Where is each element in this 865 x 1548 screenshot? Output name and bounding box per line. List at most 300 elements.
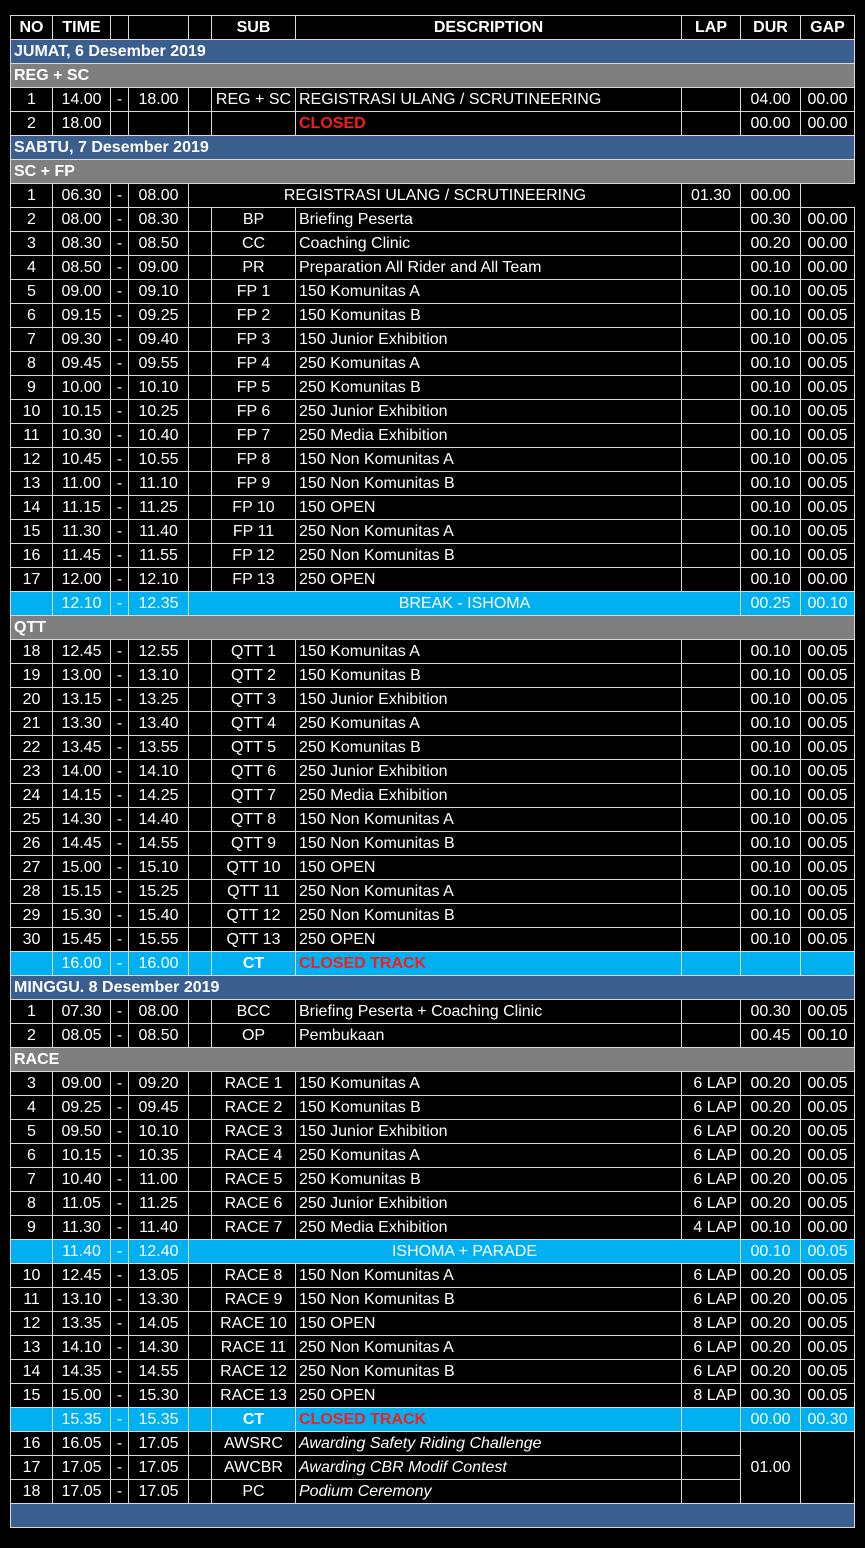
end-time: 15.35 bbox=[129, 1408, 189, 1432]
event-description: 150 Junior Exhibition bbox=[296, 328, 682, 352]
start-time: 09.00 bbox=[53, 280, 111, 304]
event-description: REGISTRASI ULANG / SCRUTINEERING bbox=[296, 88, 682, 112]
event-row bbox=[11, 328, 855, 352]
event-description: 150 Komunitas B bbox=[296, 1096, 682, 1120]
lap-count bbox=[682, 280, 741, 304]
blank-cell bbox=[189, 640, 212, 664]
blank-cell bbox=[189, 472, 212, 496]
gap: 00.05 bbox=[801, 1168, 855, 1192]
event-description: CLOSED TRACK bbox=[296, 1408, 682, 1432]
time-dash: - bbox=[111, 736, 129, 760]
gap: 00.10 bbox=[801, 1024, 855, 1048]
end-time: 15.10 bbox=[129, 856, 189, 880]
row-number: 1 bbox=[11, 88, 53, 112]
gap: 00.05 bbox=[801, 808, 855, 832]
end-time: 11.40 bbox=[129, 520, 189, 544]
sub-code: FP 6 bbox=[212, 400, 296, 424]
lap-count bbox=[682, 856, 741, 880]
event-description: 250 Non Komunitas B bbox=[296, 544, 682, 568]
start-time: 11.45 bbox=[53, 544, 111, 568]
gap: 00.05 bbox=[801, 472, 855, 496]
lap-count: 6 LAP bbox=[682, 1096, 741, 1120]
event-row bbox=[11, 88, 855, 112]
time-dash: - bbox=[111, 1312, 129, 1336]
event-row bbox=[11, 1024, 855, 1048]
time-dash: - bbox=[111, 784, 129, 808]
sub-code: QTT 5 bbox=[212, 736, 296, 760]
duration: 00.10 bbox=[741, 808, 801, 832]
sub-code: QTT 13 bbox=[212, 928, 296, 952]
lap-count: 8 LAP bbox=[682, 1384, 741, 1408]
duration: 00.10 bbox=[741, 544, 801, 568]
row-number: 25 bbox=[11, 808, 53, 832]
sub-code: FP 4 bbox=[212, 352, 296, 376]
event-row bbox=[11, 1336, 855, 1360]
event-row bbox=[11, 1384, 855, 1408]
duration: 00.10 bbox=[741, 496, 801, 520]
event-row bbox=[11, 1168, 855, 1192]
gap: 00.05 bbox=[801, 640, 855, 664]
duration: 00.20 bbox=[741, 1072, 801, 1096]
start-time: 14.35 bbox=[53, 1360, 111, 1384]
blank-cell bbox=[189, 1216, 212, 1240]
gap: 00.05 bbox=[801, 664, 855, 688]
blank-cell bbox=[189, 1192, 212, 1216]
time-dash: - bbox=[111, 400, 129, 424]
start-time: 14.10 bbox=[53, 1336, 111, 1360]
event-description: 250 Komunitas A bbox=[296, 1144, 682, 1168]
gap: 00.05 bbox=[801, 1144, 855, 1168]
start-time: 10.40 bbox=[53, 1168, 111, 1192]
sub-code: FP 11 bbox=[212, 520, 296, 544]
start-time: 12.45 bbox=[53, 640, 111, 664]
time-dash: - bbox=[111, 1264, 129, 1288]
sub-code: QTT 11 bbox=[212, 880, 296, 904]
blank-cell bbox=[189, 1168, 212, 1192]
time-dash: - bbox=[111, 1456, 129, 1480]
row-number bbox=[11, 952, 53, 976]
header-blank bbox=[189, 16, 212, 40]
event-row bbox=[11, 568, 855, 592]
time-dash: - bbox=[111, 280, 129, 304]
end-time: 09.00 bbox=[129, 256, 189, 280]
sub-code: PC bbox=[212, 1480, 296, 1504]
duration: 00.30 bbox=[741, 1000, 801, 1024]
event-description: 250 Junior Exhibition bbox=[296, 1192, 682, 1216]
time-dash: - bbox=[111, 352, 129, 376]
lap-count bbox=[682, 1432, 741, 1456]
row-number: 21 bbox=[11, 712, 53, 736]
duration: 01.00 bbox=[741, 1432, 801, 1504]
end-time: 14.10 bbox=[129, 760, 189, 784]
event-row bbox=[11, 280, 855, 304]
time-dash: - bbox=[111, 256, 129, 280]
end-time: 17.05 bbox=[129, 1456, 189, 1480]
event-description: 150 Komunitas B bbox=[296, 304, 682, 328]
sub-code: RACE 12 bbox=[212, 1360, 296, 1384]
time-dash: - bbox=[111, 232, 129, 256]
start-time: 08.50 bbox=[53, 256, 111, 280]
event-description: Awarding Safety Riding Challenge bbox=[296, 1432, 682, 1456]
row-number: 13 bbox=[11, 1336, 53, 1360]
blank-cell bbox=[189, 1384, 212, 1408]
event-row bbox=[11, 808, 855, 832]
gap: 00.05 bbox=[801, 1096, 855, 1120]
break-row bbox=[11, 592, 855, 616]
time-dash: - bbox=[111, 1072, 129, 1096]
sub-code: RACE 6 bbox=[212, 1192, 296, 1216]
end-time: 14.55 bbox=[129, 1360, 189, 1384]
time-dash: - bbox=[111, 496, 129, 520]
gap: 00.05 bbox=[801, 352, 855, 376]
lap-count: 6 LAP bbox=[682, 1168, 741, 1192]
end-time: 13.40 bbox=[129, 712, 189, 736]
sub-code: QTT 4 bbox=[212, 712, 296, 736]
event-row bbox=[11, 376, 855, 400]
blank-cell bbox=[189, 424, 212, 448]
blank-cell bbox=[189, 88, 212, 112]
event-description: 150 Non Komunitas A bbox=[296, 808, 682, 832]
start-time: 15.45 bbox=[53, 928, 111, 952]
end-time: 08.50 bbox=[129, 232, 189, 256]
gap: 00.00 bbox=[801, 112, 855, 136]
sub-code: FP 3 bbox=[212, 328, 296, 352]
duration: 00.10 bbox=[741, 352, 801, 376]
row-number: 6 bbox=[11, 304, 53, 328]
start-time: 08.05 bbox=[53, 1024, 111, 1048]
time-dash: - bbox=[111, 1432, 129, 1456]
lap-count bbox=[682, 928, 741, 952]
sub-code: QTT 2 bbox=[212, 664, 296, 688]
start-time: 11.15 bbox=[53, 496, 111, 520]
time-dash: - bbox=[111, 1360, 129, 1384]
start-time: 12.00 bbox=[53, 568, 111, 592]
gap: 00.05 bbox=[801, 448, 855, 472]
time-dash: - bbox=[111, 1240, 129, 1264]
event-row bbox=[11, 688, 855, 712]
lap-count: 6 LAP bbox=[682, 1192, 741, 1216]
time-dash: - bbox=[111, 952, 129, 976]
lap-count: 6 LAP bbox=[682, 1072, 741, 1096]
duration: 00.10 bbox=[741, 640, 801, 664]
sub-code: QTT 1 bbox=[212, 640, 296, 664]
duration: 00.20 bbox=[741, 1288, 801, 1312]
header-gap: GAP bbox=[801, 16, 855, 40]
event-description: 250 Komunitas B bbox=[296, 1168, 682, 1192]
start-time: 17.05 bbox=[53, 1456, 111, 1480]
time-dash: - bbox=[111, 568, 129, 592]
event-row bbox=[11, 400, 855, 424]
duration: 00.10 bbox=[741, 736, 801, 760]
row-number: 8 bbox=[11, 352, 53, 376]
gap: 00.05 bbox=[801, 544, 855, 568]
end-time: 09.25 bbox=[129, 304, 189, 328]
duration: 00.20 bbox=[741, 1264, 801, 1288]
row-number: 19 bbox=[11, 664, 53, 688]
event-description: 250 Non Komunitas B bbox=[296, 904, 682, 928]
row-number: 30 bbox=[11, 928, 53, 952]
section-title: SC + FP bbox=[11, 160, 855, 184]
lap-count bbox=[682, 712, 741, 736]
time-dash: - bbox=[111, 184, 129, 208]
blank-cell bbox=[189, 256, 212, 280]
row-number: 4 bbox=[11, 256, 53, 280]
gap: 00.05 bbox=[801, 1264, 855, 1288]
start-time: 09.25 bbox=[53, 1096, 111, 1120]
end-time: 15.55 bbox=[129, 928, 189, 952]
blank-cell bbox=[189, 1072, 212, 1096]
lap-count bbox=[682, 640, 741, 664]
event-description: Preparation All Rider and All Team bbox=[296, 256, 682, 280]
start-time: 10.15 bbox=[53, 400, 111, 424]
lap-count bbox=[682, 112, 741, 136]
sub-code: FP 7 bbox=[212, 424, 296, 448]
event-row bbox=[11, 1312, 855, 1336]
duration: 00.20 bbox=[741, 232, 801, 256]
sub-code: RACE 11 bbox=[212, 1336, 296, 1360]
start-time: 15.00 bbox=[53, 1384, 111, 1408]
end-time: 08.50 bbox=[129, 1024, 189, 1048]
start-time: 11.40 bbox=[53, 1240, 111, 1264]
header-blank bbox=[111, 16, 129, 40]
end-time: 11.10 bbox=[129, 472, 189, 496]
lap-count bbox=[682, 808, 741, 832]
duration: 00.10 bbox=[741, 880, 801, 904]
gap: 00.00 bbox=[801, 208, 855, 232]
end-time: 09.55 bbox=[129, 352, 189, 376]
start-time: 15.00 bbox=[53, 856, 111, 880]
sub-code: QTT 6 bbox=[212, 760, 296, 784]
gap: 00.05 bbox=[801, 760, 855, 784]
gap: 00.05 bbox=[801, 1192, 855, 1216]
gap: 00.05 bbox=[801, 1360, 855, 1384]
row-number: 28 bbox=[11, 880, 53, 904]
event-row bbox=[11, 544, 855, 568]
blank-cell bbox=[189, 1432, 212, 1456]
blank-cell bbox=[189, 280, 212, 304]
end-time: 17.05 bbox=[129, 1432, 189, 1456]
time-dash: - bbox=[111, 592, 129, 616]
sub-code: RACE 8 bbox=[212, 1264, 296, 1288]
gap: 00.00 bbox=[801, 232, 855, 256]
lap-count bbox=[682, 952, 741, 976]
duration: 00.20 bbox=[741, 1096, 801, 1120]
event-description: 150 Non Komunitas B bbox=[296, 472, 682, 496]
duration: 00.00 bbox=[741, 112, 801, 136]
section-header-row bbox=[11, 616, 855, 640]
lap-count: 4 LAP bbox=[682, 1216, 741, 1240]
event-description: 150 Komunitas A bbox=[296, 1072, 682, 1096]
row-number bbox=[11, 592, 53, 616]
time-dash: - bbox=[111, 832, 129, 856]
lap-count bbox=[682, 832, 741, 856]
duration: 00.10 bbox=[741, 784, 801, 808]
event-row bbox=[11, 1264, 855, 1288]
blank-cell bbox=[189, 1000, 212, 1024]
time-dash: - bbox=[111, 424, 129, 448]
duration: 00.10 bbox=[741, 328, 801, 352]
sub-code bbox=[212, 112, 296, 136]
header-dur: DUR bbox=[741, 16, 801, 40]
sub-code: PR bbox=[212, 256, 296, 280]
lap-count bbox=[682, 232, 741, 256]
break-row bbox=[11, 1408, 855, 1432]
lap-count bbox=[682, 424, 741, 448]
row-number: 5 bbox=[11, 280, 53, 304]
lap-count bbox=[682, 736, 741, 760]
sub-code: FP 13 bbox=[212, 568, 296, 592]
blank-cell bbox=[189, 784, 212, 808]
end-time: 12.40 bbox=[129, 1240, 189, 1264]
event-description: 250 Media Exhibition bbox=[296, 1216, 682, 1240]
start-time: 07.30 bbox=[53, 1000, 111, 1024]
duration: 00.20 bbox=[741, 1336, 801, 1360]
start-time: 18.00 bbox=[53, 112, 111, 136]
row-number: 12 bbox=[11, 1312, 53, 1336]
schedule-table bbox=[10, 15, 855, 1528]
row-number: 4 bbox=[11, 1096, 53, 1120]
event-description: 250 OPEN bbox=[296, 1384, 682, 1408]
duration: 00.00 bbox=[741, 1408, 801, 1432]
start-time: 13.45 bbox=[53, 736, 111, 760]
lap-count bbox=[682, 1408, 741, 1432]
duration: 01.30 bbox=[682, 184, 741, 208]
end-time: 14.40 bbox=[129, 808, 189, 832]
lap-count bbox=[682, 568, 741, 592]
time-dash: - bbox=[111, 1288, 129, 1312]
sub-code: AWCBR bbox=[212, 1456, 296, 1480]
lap-count bbox=[682, 88, 741, 112]
lap-count: 8 LAP bbox=[682, 1312, 741, 1336]
duration: 00.20 bbox=[741, 1360, 801, 1384]
end-time: 09.20 bbox=[129, 1072, 189, 1096]
lap-count bbox=[682, 760, 741, 784]
event-row bbox=[11, 1480, 855, 1504]
duration: 00.10 bbox=[741, 856, 801, 880]
event-row bbox=[11, 1432, 855, 1456]
lap-count bbox=[682, 1000, 741, 1024]
event-description: 150 OPEN bbox=[296, 496, 682, 520]
blank-cell bbox=[189, 952, 212, 976]
gap: 00.05 bbox=[801, 1288, 855, 1312]
duration: 00.10 bbox=[741, 448, 801, 472]
event-description: 250 Komunitas A bbox=[296, 712, 682, 736]
event-description: Pembukaan bbox=[296, 1024, 682, 1048]
blank-cell bbox=[189, 760, 212, 784]
event-row bbox=[11, 208, 855, 232]
end-time: 10.35 bbox=[129, 1144, 189, 1168]
event-description: Coaching Clinic bbox=[296, 232, 682, 256]
event-description: 150 Komunitas A bbox=[296, 280, 682, 304]
day-title: MINGGU. 8 Desember 2019 bbox=[11, 976, 855, 1000]
duration: 00.30 bbox=[741, 1384, 801, 1408]
event-description: Awarding CBR Modif Contest bbox=[296, 1456, 682, 1480]
event-row bbox=[11, 472, 855, 496]
start-time: 12.45 bbox=[53, 1264, 111, 1288]
event-row bbox=[11, 664, 855, 688]
start-time: 09.45 bbox=[53, 352, 111, 376]
event-description: 250 Junior Exhibition bbox=[296, 400, 682, 424]
duration: 00.10 bbox=[741, 928, 801, 952]
lap-count bbox=[682, 472, 741, 496]
blank-cell bbox=[189, 712, 212, 736]
blank-cell bbox=[189, 808, 212, 832]
duration: 00.20 bbox=[741, 1120, 801, 1144]
end-time: 11.25 bbox=[129, 496, 189, 520]
row-number: 7 bbox=[11, 1168, 53, 1192]
lap-count bbox=[682, 1480, 741, 1504]
sub-code: QTT 9 bbox=[212, 832, 296, 856]
break-row bbox=[11, 952, 855, 976]
duration: 00.10 bbox=[741, 664, 801, 688]
lap-count bbox=[682, 664, 741, 688]
duration: 00.10 bbox=[741, 904, 801, 928]
lap-count bbox=[682, 784, 741, 808]
start-time: 10.30 bbox=[53, 424, 111, 448]
lap-count bbox=[682, 400, 741, 424]
end-time: 10.10 bbox=[129, 376, 189, 400]
start-time: 13.00 bbox=[53, 664, 111, 688]
lap-count bbox=[682, 208, 741, 232]
event-row bbox=[11, 880, 855, 904]
lap-count: 6 LAP bbox=[682, 1360, 741, 1384]
blank-cell bbox=[189, 1120, 212, 1144]
duration: 00.10 bbox=[741, 1240, 801, 1264]
sub-code: RACE 3 bbox=[212, 1120, 296, 1144]
gap: 00.05 bbox=[801, 784, 855, 808]
gap: 00.05 bbox=[801, 736, 855, 760]
event-row bbox=[11, 520, 855, 544]
duration: 00.10 bbox=[741, 280, 801, 304]
sub-code: RACE 9 bbox=[212, 1288, 296, 1312]
blank-cell bbox=[189, 1408, 212, 1432]
event-description: 250 Komunitas B bbox=[296, 376, 682, 400]
row-number: 13 bbox=[11, 472, 53, 496]
end-time: 10.40 bbox=[129, 424, 189, 448]
time-dash: - bbox=[111, 1192, 129, 1216]
blank-cell bbox=[189, 232, 212, 256]
row-number bbox=[11, 1408, 53, 1432]
start-time: 14.15 bbox=[53, 784, 111, 808]
event-description: 150 Komunitas A bbox=[296, 640, 682, 664]
gap: 00.00 bbox=[801, 1216, 855, 1240]
duration: 00.10 bbox=[741, 304, 801, 328]
event-description: 250 Media Exhibition bbox=[296, 424, 682, 448]
time-dash: - bbox=[111, 688, 129, 712]
blank-cell bbox=[189, 112, 212, 136]
lap-count: 6 LAP bbox=[682, 1288, 741, 1312]
gap: 00.05 bbox=[801, 1000, 855, 1024]
start-time: 11.00 bbox=[53, 472, 111, 496]
gap: 00.05 bbox=[801, 928, 855, 952]
row-number: 29 bbox=[11, 904, 53, 928]
time-dash: - bbox=[111, 1216, 129, 1240]
start-time: 17.05 bbox=[53, 1480, 111, 1504]
end-time: 09.40 bbox=[129, 328, 189, 352]
sub-code: RACE 4 bbox=[212, 1144, 296, 1168]
end-time: 14.55 bbox=[129, 832, 189, 856]
day-header-row bbox=[11, 976, 855, 1000]
blank-cell bbox=[189, 328, 212, 352]
sub-code: BCC bbox=[212, 1000, 296, 1024]
event-description: 250 Non Komunitas A bbox=[296, 1336, 682, 1360]
event-row bbox=[11, 712, 855, 736]
gap: 00.10 bbox=[801, 592, 855, 616]
time-dash: - bbox=[111, 1024, 129, 1048]
row-number: 14 bbox=[11, 1360, 53, 1384]
day-header-row bbox=[11, 40, 855, 64]
blank-cell bbox=[189, 1336, 212, 1360]
